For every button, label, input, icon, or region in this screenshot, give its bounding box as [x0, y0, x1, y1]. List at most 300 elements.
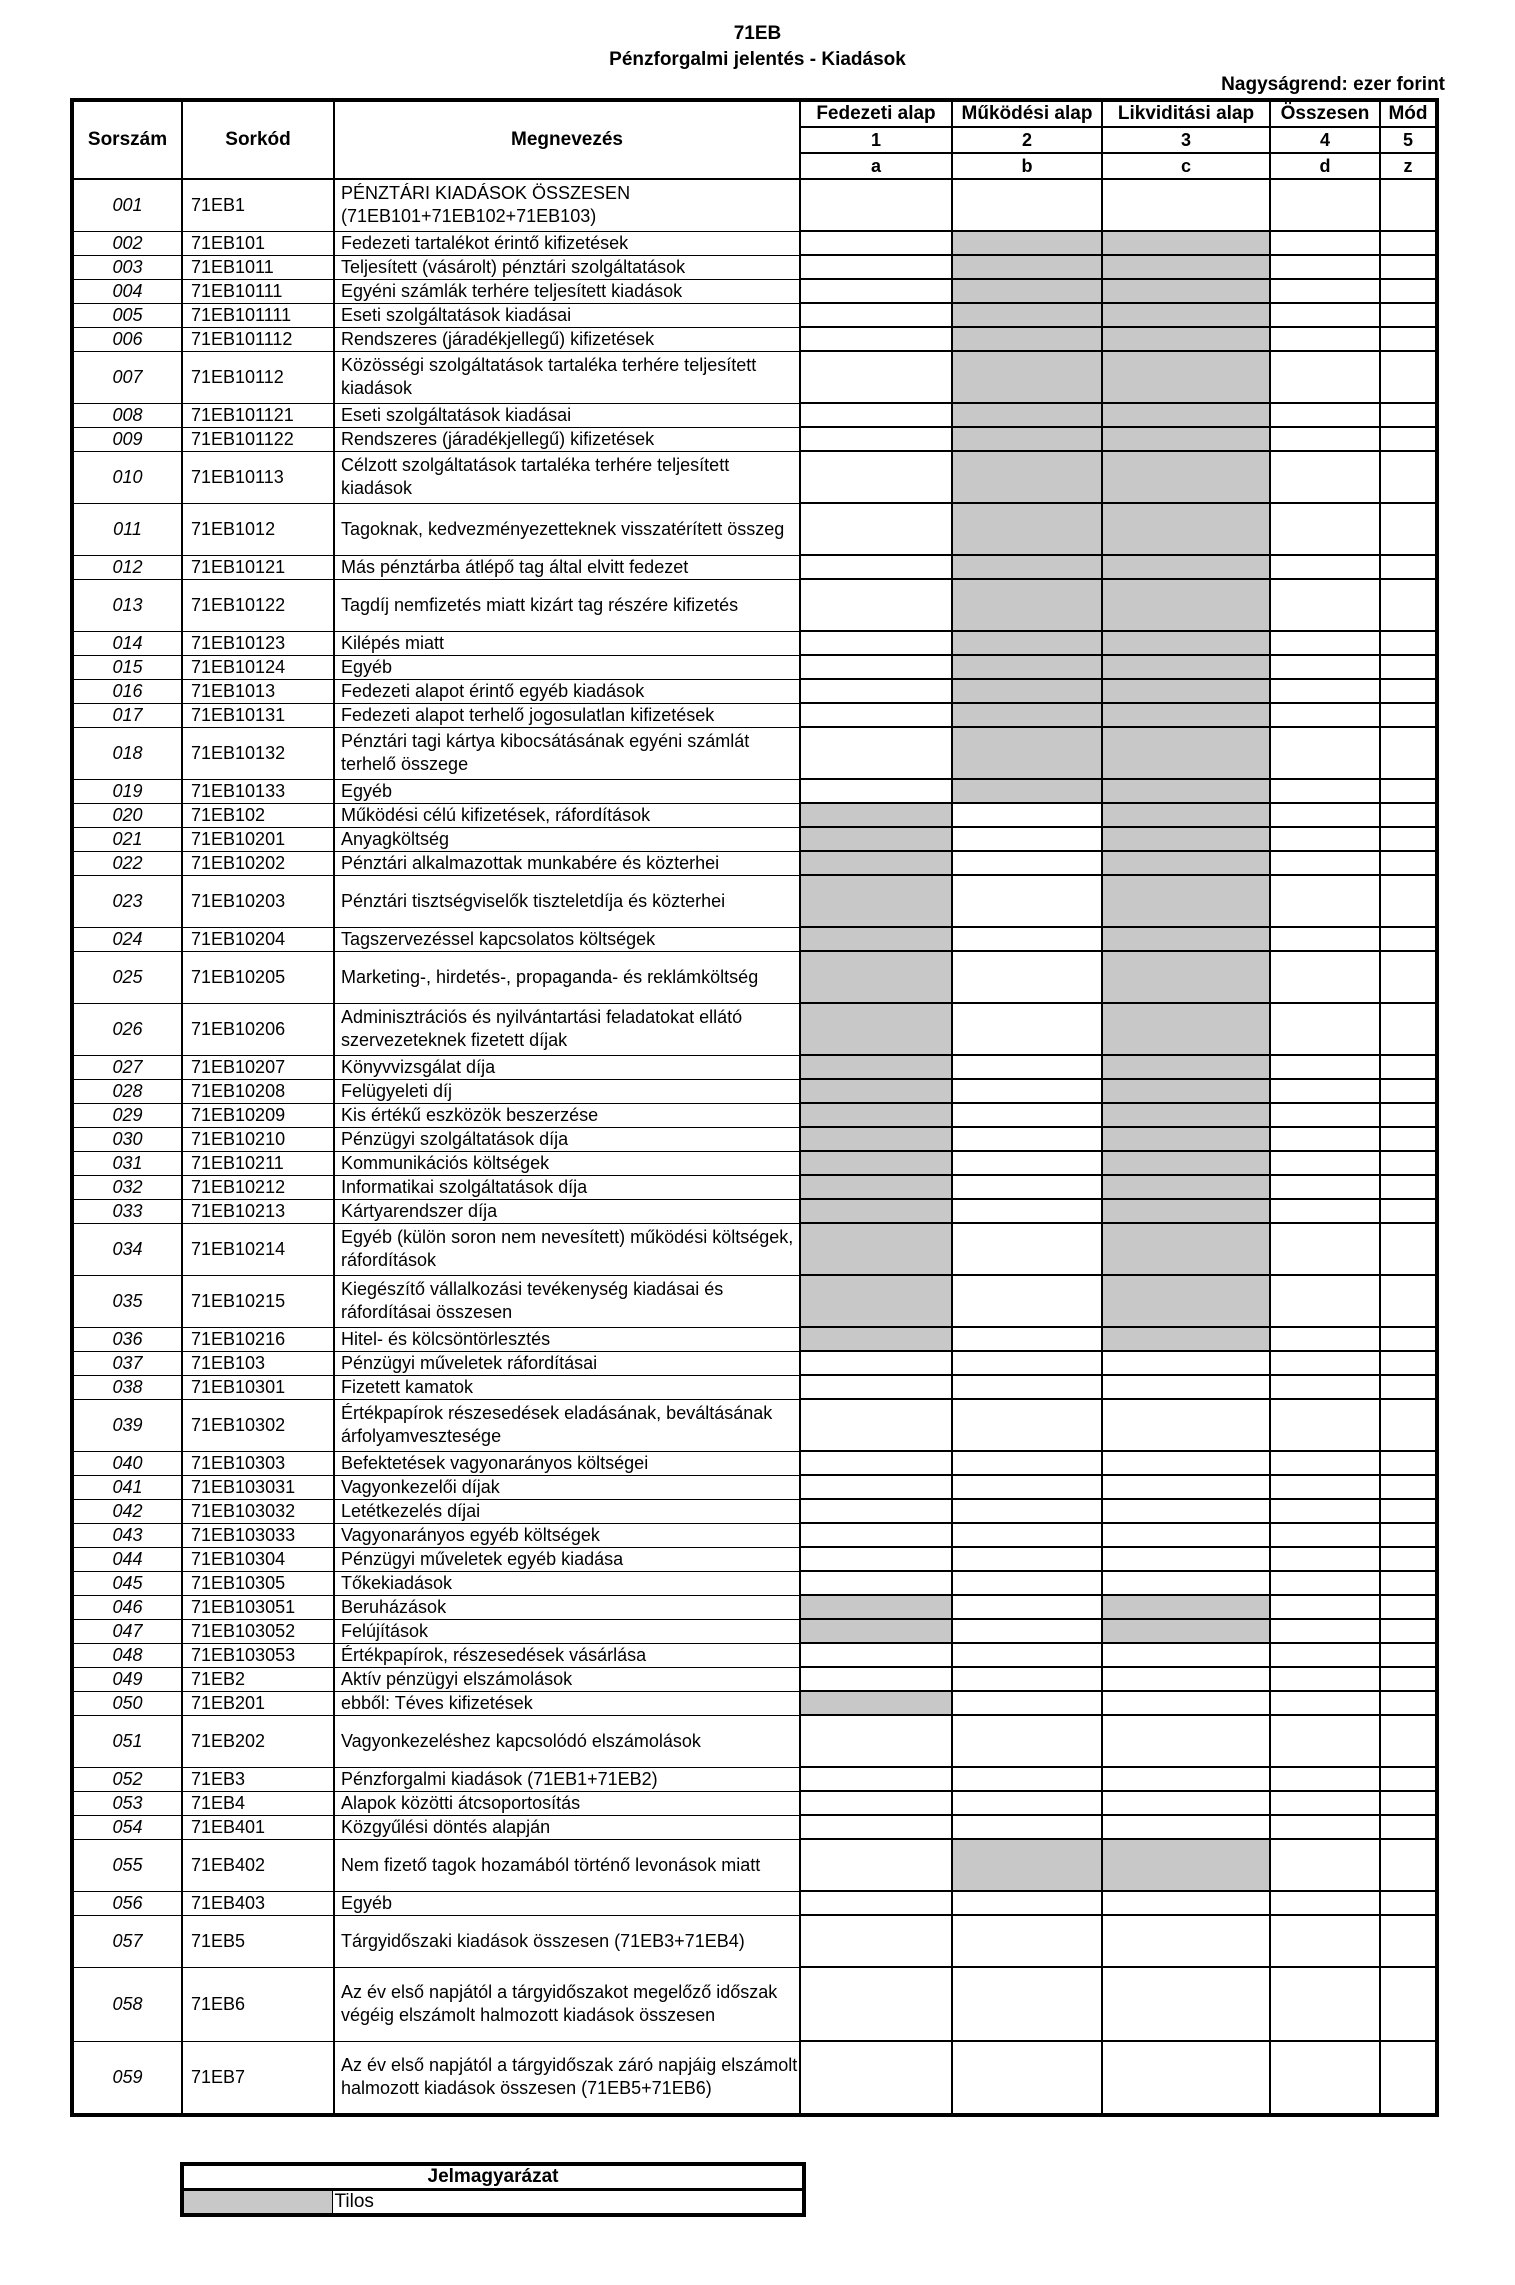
row-description: Pénzforgalmi kiadások (71EB1+71EB2) — [334, 1767, 800, 1791]
row-number: 032 — [72, 1175, 182, 1199]
cell-likviditasi-input[interactable] — [1102, 1891, 1270, 1915]
cell-osszesen-input[interactable] — [1270, 679, 1380, 703]
cell-mod-input[interactable] — [1380, 1275, 1437, 1327]
cell-osszesen-input[interactable] — [1270, 1691, 1380, 1715]
cell-osszesen-input[interactable] — [1270, 1451, 1380, 1475]
cell-fedezeti-forbidden — [800, 1691, 952, 1715]
cell-osszesen-input[interactable] — [1270, 2041, 1380, 2115]
table-row — [72, 303, 1437, 327]
cell-mod-input[interactable] — [1380, 1967, 1437, 2041]
cell-osszesen-input[interactable] — [1270, 1103, 1380, 1127]
cell-fedezeti-input[interactable] — [800, 403, 952, 427]
cell-mod-input[interactable] — [1380, 1715, 1437, 1767]
row-code: 71EB10201 — [182, 827, 334, 851]
cell-mod-input[interactable] — [1380, 1547, 1437, 1571]
cell-mukodesi-input[interactable] — [952, 1151, 1102, 1175]
cell-likviditasi-input[interactable] — [1102, 1475, 1270, 1499]
cell-osszesen-input[interactable] — [1270, 1915, 1380, 1967]
row-code: 71EB10113 — [182, 451, 334, 503]
header-col-fedezeti: Fedezeti alap — [800, 100, 952, 127]
cell-likviditasi-forbidden — [1102, 1175, 1270, 1199]
cell-mukodesi-input[interactable] — [952, 1199, 1102, 1223]
cell-fedezeti-input[interactable] — [800, 451, 952, 503]
cell-fedezeti-input[interactable] — [800, 1375, 952, 1399]
cell-mod-input[interactable] — [1380, 503, 1437, 555]
cell-mukodesi-input[interactable] — [952, 1667, 1102, 1691]
cell-mukodesi-input[interactable] — [952, 1499, 1102, 1523]
cell-mukodesi-input[interactable] — [952, 1079, 1102, 1103]
cell-mod-input[interactable] — [1380, 1643, 1437, 1667]
cell-mukodesi-input[interactable] — [952, 1451, 1102, 1475]
cell-mukodesi-input[interactable] — [952, 1791, 1102, 1815]
cell-mukodesi-input[interactable] — [952, 827, 1102, 851]
cell-likviditasi-input[interactable] — [1102, 1715, 1270, 1767]
cell-mod-input[interactable] — [1380, 631, 1437, 655]
cell-mod-input[interactable] — [1380, 1151, 1437, 1175]
row-number: 056 — [72, 1891, 182, 1915]
cell-likviditasi-input[interactable] — [1102, 1667, 1270, 1691]
row-description: Tagszervezéssel kapcsolatos költségek — [334, 927, 800, 951]
cell-mod-input[interactable] — [1380, 779, 1437, 803]
cell-osszesen-input[interactable] — [1270, 951, 1380, 1003]
cell-fedezeti-input[interactable] — [800, 727, 952, 779]
cell-osszesen-input[interactable] — [1270, 827, 1380, 851]
cell-mukodesi-input[interactable] — [952, 1475, 1102, 1499]
cell-osszesen-input[interactable] — [1270, 1967, 1380, 2041]
cell-osszesen-input[interactable] — [1270, 1127, 1380, 1151]
cell-fedezeti-input[interactable] — [800, 427, 952, 451]
cell-mukodesi-forbidden — [952, 503, 1102, 555]
cell-mukodesi-input[interactable] — [952, 1891, 1102, 1915]
cell-osszesen-input[interactable] — [1270, 303, 1380, 327]
header-sorszam: Sorszám — [72, 100, 182, 179]
cell-osszesen-input[interactable] — [1270, 1715, 1380, 1767]
cell-fedezeti-input[interactable] — [800, 1815, 952, 1839]
cell-mod-input[interactable] — [1380, 655, 1437, 679]
cell-fedezeti-input[interactable] — [800, 655, 952, 679]
row-description: Kiegészítő vállalkozási tevékenység kiadásai és ráfordításai összesen — [334, 1275, 800, 1327]
cell-mukodesi-input[interactable] — [952, 1275, 1102, 1327]
cell-fedezeti-input[interactable] — [800, 1767, 952, 1791]
cell-fedezeti-input[interactable] — [800, 631, 952, 655]
cell-osszesen-input[interactable] — [1270, 631, 1380, 655]
cell-fedezeti-input[interactable] — [800, 679, 952, 703]
header-col-number: 2 — [952, 127, 1102, 153]
row-description: Könyvvizsgálat díja — [334, 1055, 800, 1079]
cell-mukodesi-input[interactable] — [952, 2041, 1102, 2115]
table-row — [72, 1475, 1437, 1499]
cell-fedezeti-forbidden — [800, 1151, 952, 1175]
cell-mod-input[interactable] — [1380, 327, 1437, 351]
cell-likviditasi-forbidden — [1102, 655, 1270, 679]
cell-likviditasi-input[interactable] — [1102, 1691, 1270, 1715]
cell-mod-input[interactable] — [1380, 351, 1437, 403]
row-description: Az év első napjától a tárgyidőszak záró napjáig elszámolt halmozott kiadások összesen (71EB5+71EB6) — [334, 2041, 800, 2115]
row-code: 71EB10206 — [182, 1003, 334, 1055]
cell-osszesen-input[interactable] — [1270, 279, 1380, 303]
row-number: 054 — [72, 1815, 182, 1839]
cell-mukodesi-input[interactable] — [952, 1815, 1102, 1839]
row-code: 71EB10303 — [182, 1451, 334, 1475]
cell-mod-input[interactable] — [1380, 1891, 1437, 1915]
cell-fedezeti-input[interactable] — [800, 2041, 952, 2115]
cell-mukodesi-input[interactable] — [952, 1571, 1102, 1595]
table-row — [72, 403, 1437, 427]
cell-fedezeti-input[interactable] — [800, 1571, 952, 1595]
row-number: 039 — [72, 1399, 182, 1451]
cell-osszesen-input[interactable] — [1270, 1475, 1380, 1499]
cell-osszesen-input[interactable] — [1270, 1151, 1380, 1175]
cell-mod-input[interactable] — [1380, 179, 1437, 231]
cell-fedezeti-input[interactable] — [800, 231, 952, 255]
row-description: Egyéb — [334, 655, 800, 679]
cell-osszesen-input[interactable] — [1270, 1351, 1380, 1375]
cell-mod-input[interactable] — [1380, 1815, 1437, 1839]
row-description: Pénzügyi műveletek ráfordításai — [334, 1351, 800, 1375]
cell-mod-input[interactable] — [1380, 1691, 1437, 1715]
cell-mod-input[interactable] — [1380, 579, 1437, 631]
cell-likviditasi-input[interactable] — [1102, 1523, 1270, 1547]
cell-osszesen-input[interactable] — [1270, 179, 1380, 231]
cell-fedezeti-input[interactable] — [800, 579, 952, 631]
row-number: 009 — [72, 427, 182, 451]
cell-osszesen-input[interactable] — [1270, 655, 1380, 679]
cell-osszesen-input[interactable] — [1270, 1375, 1380, 1399]
cell-mod-input[interactable] — [1380, 1475, 1437, 1499]
cell-mod-input[interactable] — [1380, 1175, 1437, 1199]
cell-fedezeti-input[interactable] — [800, 1351, 952, 1375]
cell-osszesen-input[interactable] — [1270, 351, 1380, 403]
cell-mukodesi-input[interactable] — [952, 1643, 1102, 1667]
cell-osszesen-input[interactable] — [1270, 255, 1380, 279]
cell-osszesen-input[interactable] — [1270, 779, 1380, 803]
cell-mod-input[interactable] — [1380, 851, 1437, 875]
cell-likviditasi-input[interactable] — [1102, 1791, 1270, 1815]
cell-osszesen-input[interactable] — [1270, 1499, 1380, 1523]
table-row — [72, 1767, 1437, 1791]
cell-fedezeti-input[interactable] — [800, 1451, 952, 1475]
cell-mod-input[interactable] — [1380, 427, 1437, 451]
cell-osszesen-input[interactable] — [1270, 1839, 1380, 1891]
row-number: 003 — [72, 255, 182, 279]
cell-mod-input[interactable] — [1380, 679, 1437, 703]
cell-mukodesi-input[interactable] — [952, 1399, 1102, 1451]
cell-mod-input[interactable] — [1380, 703, 1437, 727]
cell-fedezeti-input[interactable] — [800, 1499, 952, 1523]
cell-osszesen-input[interactable] — [1270, 1791, 1380, 1815]
cell-fedezeti-input[interactable] — [800, 1399, 952, 1451]
cell-fedezeti-input[interactable] — [800, 327, 952, 351]
row-description: Fizetett kamatok — [334, 1375, 800, 1399]
cell-osszesen-input[interactable] — [1270, 231, 1380, 255]
cell-mukodesi-input[interactable] — [952, 1127, 1102, 1151]
header-col-number: 1 — [800, 127, 952, 153]
cell-likviditasi-input[interactable] — [1102, 1375, 1270, 1399]
cell-osszesen-input[interactable] — [1270, 403, 1380, 427]
cell-fedezeti-input[interactable] — [800, 255, 952, 279]
cell-fedezeti-forbidden — [800, 1223, 952, 1275]
cell-mod-input[interactable] — [1380, 1375, 1437, 1399]
row-description: Közgyűlési döntés alapján — [334, 1815, 800, 1839]
cell-mod-input[interactable] — [1380, 727, 1437, 779]
cell-mod-input[interactable] — [1380, 255, 1437, 279]
cell-mod-input[interactable] — [1380, 1571, 1437, 1595]
cell-mod-input[interactable] — [1380, 1595, 1437, 1619]
cell-likviditasi-input[interactable] — [1102, 1451, 1270, 1475]
cell-mukodesi-forbidden — [952, 631, 1102, 655]
cell-fedezeti-input[interactable] — [800, 503, 952, 555]
cell-mod-input[interactable] — [1380, 1199, 1437, 1223]
cell-mukodesi-forbidden — [952, 1839, 1102, 1891]
cell-fedezeti-input[interactable] — [800, 1547, 952, 1571]
cell-fedezeti-forbidden — [800, 1175, 952, 1199]
cell-mod-input[interactable] — [1380, 1915, 1437, 1967]
table-body — [72, 179, 1437, 2115]
cell-mod-input[interactable] — [1380, 1839, 1437, 1891]
cell-mukodesi-input[interactable] — [952, 1375, 1102, 1399]
cell-osszesen-input[interactable] — [1270, 327, 1380, 351]
cell-osszesen-input[interactable] — [1270, 1523, 1380, 1547]
cell-osszesen-input[interactable] — [1270, 927, 1380, 951]
cell-mod-input[interactable] — [1380, 827, 1437, 851]
table-row — [72, 179, 1437, 231]
cell-mukodesi-input[interactable] — [952, 1327, 1102, 1351]
row-description: Működési célú kifizetések, ráfordítások — [334, 803, 800, 827]
cell-mukodesi-input[interactable] — [952, 875, 1102, 927]
cell-likviditasi-input[interactable] — [1102, 1547, 1270, 1571]
table-row — [72, 951, 1437, 1003]
cell-mod-input[interactable] — [1380, 875, 1437, 927]
cell-mod-input[interactable] — [1380, 1451, 1437, 1475]
cell-likviditasi-forbidden — [1102, 679, 1270, 703]
row-number: 045 — [72, 1571, 182, 1595]
cell-fedezeti-input[interactable] — [800, 303, 952, 327]
row-description: Az év első napjától a tárgyidőszakot megelőző időszak végéig elszámolt halmozott kiadások összesen — [334, 1967, 800, 2041]
table-row — [72, 1571, 1437, 1595]
table-row — [72, 1691, 1437, 1715]
cell-osszesen-input[interactable] — [1270, 703, 1380, 727]
cell-mukodesi-input[interactable] — [952, 1547, 1102, 1571]
cell-fedezeti-input[interactable] — [800, 279, 952, 303]
cell-osszesen-input[interactable] — [1270, 1891, 1380, 1915]
cell-osszesen-input[interactable] — [1270, 875, 1380, 927]
cell-mod-input[interactable] — [1380, 1327, 1437, 1351]
row-description: Kommunikációs költségek — [334, 1151, 800, 1175]
cell-mod-input[interactable] — [1380, 1223, 1437, 1275]
cell-likviditasi-input[interactable] — [1102, 1767, 1270, 1791]
cell-fedezeti-input[interactable] — [800, 1475, 952, 1499]
row-description: Kis értékű eszközök beszerzése — [334, 1103, 800, 1127]
cell-fedezeti-input[interactable] — [800, 179, 952, 231]
cell-likviditasi-input[interactable] — [1102, 1351, 1270, 1375]
row-description: Egyéni számlák terhére teljesített kiadások — [334, 279, 800, 303]
cell-mod-input[interactable] — [1380, 279, 1437, 303]
cell-osszesen-input[interactable] — [1270, 1547, 1380, 1571]
cell-osszesen-input[interactable] — [1270, 451, 1380, 503]
cell-mod-input[interactable] — [1380, 927, 1437, 951]
cell-mod-input[interactable] — [1380, 951, 1437, 1003]
cell-fedezeti-input[interactable] — [800, 779, 952, 803]
cell-mod-input[interactable] — [1380, 1791, 1437, 1815]
cell-mukodesi-input[interactable] — [952, 1103, 1102, 1127]
cell-mod-input[interactable] — [1380, 1079, 1437, 1103]
cell-osszesen-input[interactable] — [1270, 1815, 1380, 1839]
cell-mukodesi-forbidden — [952, 327, 1102, 351]
cell-likviditasi-input[interactable] — [1102, 1499, 1270, 1523]
cell-osszesen-input[interactable] — [1270, 851, 1380, 875]
cell-fedezeti-input[interactable] — [800, 703, 952, 727]
table-row — [72, 1151, 1437, 1175]
cell-fedezeti-input[interactable] — [800, 1643, 952, 1667]
cell-mukodesi-input[interactable] — [952, 851, 1102, 875]
cell-mukodesi-input[interactable] — [952, 1767, 1102, 1791]
cell-likviditasi-input[interactable] — [1102, 1571, 1270, 1595]
cell-fedezeti-input[interactable] — [800, 1967, 952, 2041]
cell-likviditasi-input[interactable] — [1102, 1643, 1270, 1667]
cell-mukodesi-input[interactable] — [952, 1175, 1102, 1199]
cell-likviditasi-input[interactable] — [1102, 1915, 1270, 1967]
cell-mukodesi-input[interactable] — [952, 1351, 1102, 1375]
cell-osszesen-input[interactable] — [1270, 803, 1380, 827]
row-code: 71EB2 — [182, 1667, 334, 1691]
cell-mukodesi-input[interactable] — [952, 1691, 1102, 1715]
cell-fedezeti-input[interactable] — [800, 1791, 952, 1815]
cell-likviditasi-input[interactable] — [1102, 1967, 1270, 2041]
cell-mod-input[interactable] — [1380, 1055, 1437, 1079]
cell-fedezeti-input[interactable] — [800, 1915, 952, 1967]
cell-osszesen-input[interactable] — [1270, 1175, 1380, 1199]
row-code: 71EB102 — [182, 803, 334, 827]
table-row — [72, 803, 1437, 827]
cell-mod-input[interactable] — [1380, 451, 1437, 503]
cell-osszesen-input[interactable] — [1270, 1667, 1380, 1691]
cell-osszesen-input[interactable] — [1270, 1767, 1380, 1791]
row-number: 041 — [72, 1475, 182, 1499]
cell-mod-input[interactable] — [1380, 1667, 1437, 1691]
cell-fedezeti-input[interactable] — [800, 1523, 952, 1547]
cell-osszesen-input[interactable] — [1270, 579, 1380, 631]
cell-osszesen-input[interactable] — [1270, 1079, 1380, 1103]
cell-mukodesi-input[interactable] — [952, 1055, 1102, 1079]
cell-mukodesi-input[interactable] — [952, 1967, 1102, 2041]
cell-fedezeti-input[interactable] — [800, 351, 952, 403]
cell-likviditasi-input[interactable] — [1102, 1399, 1270, 1451]
row-number: 053 — [72, 1791, 182, 1815]
cell-likviditasi-forbidden — [1102, 427, 1270, 451]
cell-mod-input[interactable] — [1380, 803, 1437, 827]
cell-osszesen-input[interactable] — [1270, 727, 1380, 779]
cell-mukodesi-input[interactable] — [952, 1003, 1102, 1055]
cell-likviditasi-input[interactable] — [1102, 1815, 1270, 1839]
row-code: 71EB10210 — [182, 1127, 334, 1151]
cell-likviditasi-forbidden — [1102, 875, 1270, 927]
row-code: 71EB10216 — [182, 1327, 334, 1351]
cell-osszesen-input[interactable] — [1270, 1055, 1380, 1079]
cell-likviditasi-forbidden — [1102, 1839, 1270, 1891]
cell-fedezeti-input[interactable] — [800, 555, 952, 579]
cell-likviditasi-forbidden — [1102, 403, 1270, 427]
row-code: 71EB10211 — [182, 1151, 334, 1175]
row-description: Rendszeres (járadékjellegű) kifizetések — [334, 427, 800, 451]
cell-mukodesi-input[interactable] — [952, 803, 1102, 827]
cell-mukodesi-input[interactable] — [952, 927, 1102, 951]
cell-mukodesi-input[interactable] — [952, 1523, 1102, 1547]
table-row — [72, 351, 1437, 403]
cell-mod-input[interactable] — [1380, 1399, 1437, 1451]
cell-osszesen-input[interactable] — [1270, 427, 1380, 451]
cell-mod-input[interactable] — [1380, 2041, 1437, 2115]
cell-osszesen-input[interactable] — [1270, 1003, 1380, 1055]
cell-mukodesi-input[interactable] — [952, 179, 1102, 231]
row-description: Pénzügyi műveletek egyéb kiadása — [334, 1547, 800, 1571]
cell-mod-input[interactable] — [1380, 303, 1437, 327]
cell-mod-input[interactable] — [1380, 1003, 1437, 1055]
cell-osszesen-input[interactable] — [1270, 1619, 1380, 1643]
table-row — [72, 779, 1437, 803]
cell-mod-input[interactable] — [1380, 1127, 1437, 1151]
cell-mod-input[interactable] — [1380, 403, 1437, 427]
cell-mukodesi-input[interactable] — [952, 1715, 1102, 1767]
cell-osszesen-input[interactable] — [1270, 503, 1380, 555]
cell-mod-input[interactable] — [1380, 1767, 1437, 1791]
cell-likviditasi-forbidden — [1102, 555, 1270, 579]
cell-osszesen-input[interactable] — [1270, 1327, 1380, 1351]
cell-fedezeti-input[interactable] — [800, 1891, 952, 1915]
row-number: 031 — [72, 1151, 182, 1175]
row-code: 71EB4 — [182, 1791, 334, 1815]
row-code: 71EB10215 — [182, 1275, 334, 1327]
row-code: 71EB101121 — [182, 403, 334, 427]
cell-mod-input[interactable] — [1380, 1103, 1437, 1127]
row-number: 005 — [72, 303, 182, 327]
cell-mukodesi-forbidden — [952, 727, 1102, 779]
header-col-letter: b — [952, 153, 1102, 179]
row-code: 71EB10121 — [182, 555, 334, 579]
cell-fedezeti-input[interactable] — [800, 1839, 952, 1891]
cell-mod-input[interactable] — [1380, 1619, 1437, 1643]
row-number: 035 — [72, 1275, 182, 1327]
cell-likviditasi-input[interactable] — [1102, 179, 1270, 231]
cell-mod-input[interactable] — [1380, 1523, 1437, 1547]
cell-mod-input[interactable] — [1380, 231, 1437, 255]
cell-mukodesi-input[interactable] — [952, 1223, 1102, 1275]
cell-osszesen-input[interactable] — [1270, 1199, 1380, 1223]
cell-mukodesi-input[interactable] — [952, 1595, 1102, 1619]
cell-osszesen-input[interactable] — [1270, 1595, 1380, 1619]
cell-osszesen-input[interactable] — [1270, 1399, 1380, 1451]
row-number: 042 — [72, 1499, 182, 1523]
cell-mukodesi-input[interactable] — [952, 951, 1102, 1003]
cell-fedezeti-input[interactable] — [800, 1715, 952, 1767]
row-code: 71EB10214 — [182, 1223, 334, 1275]
cell-osszesen-input[interactable] — [1270, 1571, 1380, 1595]
cell-mukodesi-input[interactable] — [952, 1619, 1102, 1643]
header-sorkod: Sorkód — [182, 100, 334, 179]
row-description: Fedezeti tartalékot érintő kifizetések — [334, 231, 800, 255]
cell-fedezeti-forbidden — [800, 1619, 952, 1643]
cell-mod-input[interactable] — [1380, 1351, 1437, 1375]
cell-osszesen-input[interactable] — [1270, 1275, 1380, 1327]
table-row — [72, 1619, 1437, 1643]
cell-fedezeti-input[interactable] — [800, 1667, 952, 1691]
cell-likviditasi-input[interactable] — [1102, 2041, 1270, 2115]
cell-mukodesi-input[interactable] — [952, 1915, 1102, 1967]
cell-osszesen-input[interactable] — [1270, 555, 1380, 579]
cell-mod-input[interactable] — [1380, 555, 1437, 579]
cell-osszesen-input[interactable] — [1270, 1643, 1380, 1667]
cell-osszesen-input[interactable] — [1270, 1223, 1380, 1275]
cell-mod-input[interactable] — [1380, 1499, 1437, 1523]
